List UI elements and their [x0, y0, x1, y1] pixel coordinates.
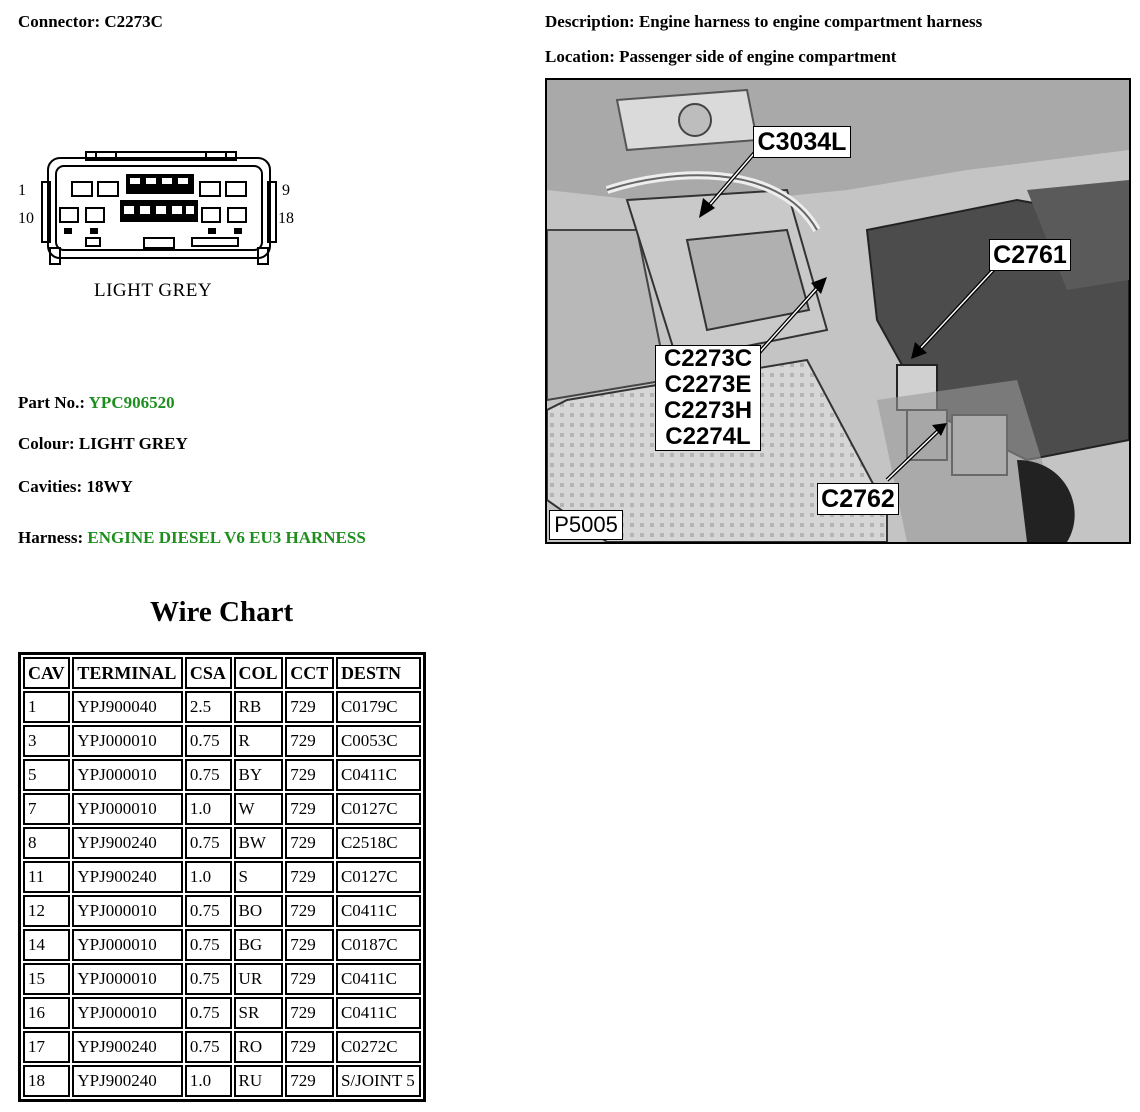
colour-line	[18, 434, 188, 454]
cell-cav: 3	[23, 725, 70, 757]
connector-value: C2273C	[104, 12, 163, 31]
table-row	[23, 793, 421, 825]
cell-cct: 729	[285, 827, 334, 859]
part-no-value[interactable]: YPC906520	[88, 393, 175, 412]
cell-destn: C0187C	[336, 929, 421, 961]
cavities-value: 18WY	[86, 477, 133, 496]
cell-csa: 2.5	[185, 691, 232, 723]
cell-terminal: YPJ900240	[72, 827, 183, 859]
cell-cct: 729	[285, 759, 334, 791]
header-cav: CAV	[23, 657, 70, 689]
cell-terminal: YPJ000010	[72, 793, 183, 825]
cell-cav: 18	[23, 1065, 70, 1097]
callout-c3034l: C3034L	[753, 126, 851, 158]
diagram-caption: LIGHT GREY	[94, 280, 213, 301]
header-csa: CSA	[185, 657, 232, 689]
cell-cav: 8	[23, 827, 70, 859]
cell-terminal: YPJ000010	[72, 997, 183, 1029]
cell-destn: C0411C	[336, 997, 421, 1029]
cell-csa: 0.75	[185, 895, 232, 927]
pin-18-label: 18	[278, 210, 294, 227]
cell-destn: C0179C	[336, 691, 421, 723]
harness-value[interactable]: ENGINE DIESEL V6 EU3 HARNESS	[87, 528, 366, 547]
location-line	[545, 47, 896, 67]
callout-c2273c: C2273C	[663, 345, 753, 372]
cell-destn: C0411C	[336, 895, 421, 927]
cell-cct: 729	[285, 997, 334, 1029]
pin-10-label: 10	[18, 210, 34, 227]
table-row	[23, 861, 421, 893]
harness-line	[18, 528, 366, 548]
table-row	[23, 1031, 421, 1063]
table-row	[23, 929, 421, 961]
wire-chart-table	[18, 652, 426, 1102]
callout-c2274l: C2274L	[665, 423, 751, 450]
cell-terminal: YPJ900240	[72, 1065, 183, 1097]
cell-col: SR	[234, 997, 284, 1029]
cell-destn: C2518C	[336, 827, 421, 859]
table-row	[23, 691, 421, 723]
cell-col: RO	[234, 1031, 284, 1063]
cell-csa: 0.75	[185, 759, 232, 791]
callout-c2273e: C2273E	[664, 371, 752, 398]
cell-col: RB	[234, 691, 284, 723]
cell-cav: 16	[23, 997, 70, 1029]
cell-cav: 11	[23, 861, 70, 893]
connector-line	[18, 12, 163, 32]
cell-csa: 1.0	[185, 793, 232, 825]
cell-cct: 729	[285, 793, 334, 825]
pin-9-label: 9	[282, 182, 290, 199]
cell-cct: 729	[285, 895, 334, 927]
part-no-label: Part No.:	[18, 393, 86, 412]
cell-cav: 1	[23, 691, 70, 723]
description-value: Engine harness to engine compartment harness	[638, 12, 983, 31]
callout-c2762: C2762	[817, 483, 899, 515]
table-row	[23, 963, 421, 995]
cell-terminal: YPJ000010	[72, 929, 183, 961]
cell-cct: 729	[285, 725, 334, 757]
engine-compartment-photo	[545, 78, 1131, 544]
location-value: Passenger side of engine compartment	[619, 47, 897, 66]
cell-destn: C0272C	[336, 1031, 421, 1063]
cell-csa: 0.75	[185, 725, 232, 757]
cell-destn: C0411C	[336, 963, 421, 995]
cell-destn: S/JOINT 5	[336, 1065, 421, 1097]
cell-terminal: YPJ000010	[72, 725, 183, 757]
cell-col: UR	[234, 963, 284, 995]
part-no-line	[18, 393, 175, 413]
cell-csa: 0.75	[185, 1031, 232, 1063]
cell-col: RU	[234, 1065, 284, 1097]
cell-cct: 729	[285, 929, 334, 961]
callout-group-c2273	[655, 345, 761, 451]
header-terminal: TERMINAL	[72, 657, 183, 689]
cell-destn: C0411C	[336, 759, 421, 791]
cell-terminal: YPJ000010	[72, 759, 183, 791]
cell-col: R	[234, 725, 284, 757]
table-row	[23, 725, 421, 757]
cell-col: BO	[234, 895, 284, 927]
cell-col: S	[234, 861, 284, 893]
cell-csa: 1.0	[185, 861, 232, 893]
cell-cav: 5	[23, 759, 70, 791]
callout-c2273h: C2273H	[663, 397, 753, 424]
cavities-line	[18, 477, 133, 497]
harness-label: Harness:	[18, 528, 84, 547]
cell-csa: 0.75	[185, 827, 232, 859]
table-row	[23, 827, 421, 859]
cell-csa: 1.0	[185, 1065, 232, 1097]
cell-terminal: YPJ900240	[72, 1031, 183, 1063]
cell-terminal: YPJ900240	[72, 861, 183, 893]
table-row	[23, 1065, 421, 1097]
cell-cav: 15	[23, 963, 70, 995]
callout-c2761: C2761	[989, 239, 1071, 271]
cell-cav: 12	[23, 895, 70, 927]
colour-value: LIGHT GREY	[78, 434, 188, 453]
pin-1-label: 1	[18, 182, 26, 199]
cell-destn: C0127C	[336, 861, 421, 893]
wire-chart-title: Wire Chart	[150, 596, 294, 628]
cell-cav: 17	[23, 1031, 70, 1063]
description-label: Description:	[545, 12, 635, 31]
table-row	[23, 997, 421, 1029]
header-col: COL	[234, 657, 284, 689]
photo-reference: P5005	[549, 510, 623, 540]
cell-col: BW	[234, 827, 284, 859]
cell-cct: 729	[285, 861, 334, 893]
wire-chart-body	[23, 691, 421, 1097]
description-line	[545, 12, 982, 32]
cell-cav: 14	[23, 929, 70, 961]
cell-cct: 729	[285, 1031, 334, 1063]
wire-chart-header-row	[23, 657, 421, 689]
table-row	[23, 895, 421, 927]
cell-csa: 0.75	[185, 963, 232, 995]
cell-cav: 7	[23, 793, 70, 825]
cell-csa: 0.75	[185, 997, 232, 1029]
cell-col: W	[234, 793, 284, 825]
cell-cct: 729	[285, 963, 334, 995]
cell-col: BY	[234, 759, 284, 791]
cell-destn: C0053C	[336, 725, 421, 757]
cell-cct: 729	[285, 691, 334, 723]
cell-cct: 729	[285, 1065, 334, 1097]
location-label: Location:	[545, 47, 615, 66]
cavities-label: Cavities:	[18, 477, 83, 496]
connector-diagram	[16, 148, 306, 308]
header-destn: DESTN	[336, 657, 421, 689]
header-cct: CCT	[285, 657, 334, 689]
cell-terminal: YPJ000010	[72, 963, 183, 995]
cell-col: BG	[234, 929, 284, 961]
colour-label: Colour:	[18, 434, 75, 453]
cell-csa: 0.75	[185, 929, 232, 961]
cell-destn: C0127C	[336, 793, 421, 825]
cell-terminal: YPJ900040	[72, 691, 183, 723]
table-row	[23, 759, 421, 791]
connector-label: Connector:	[18, 12, 101, 31]
cell-terminal: YPJ000010	[72, 895, 183, 927]
